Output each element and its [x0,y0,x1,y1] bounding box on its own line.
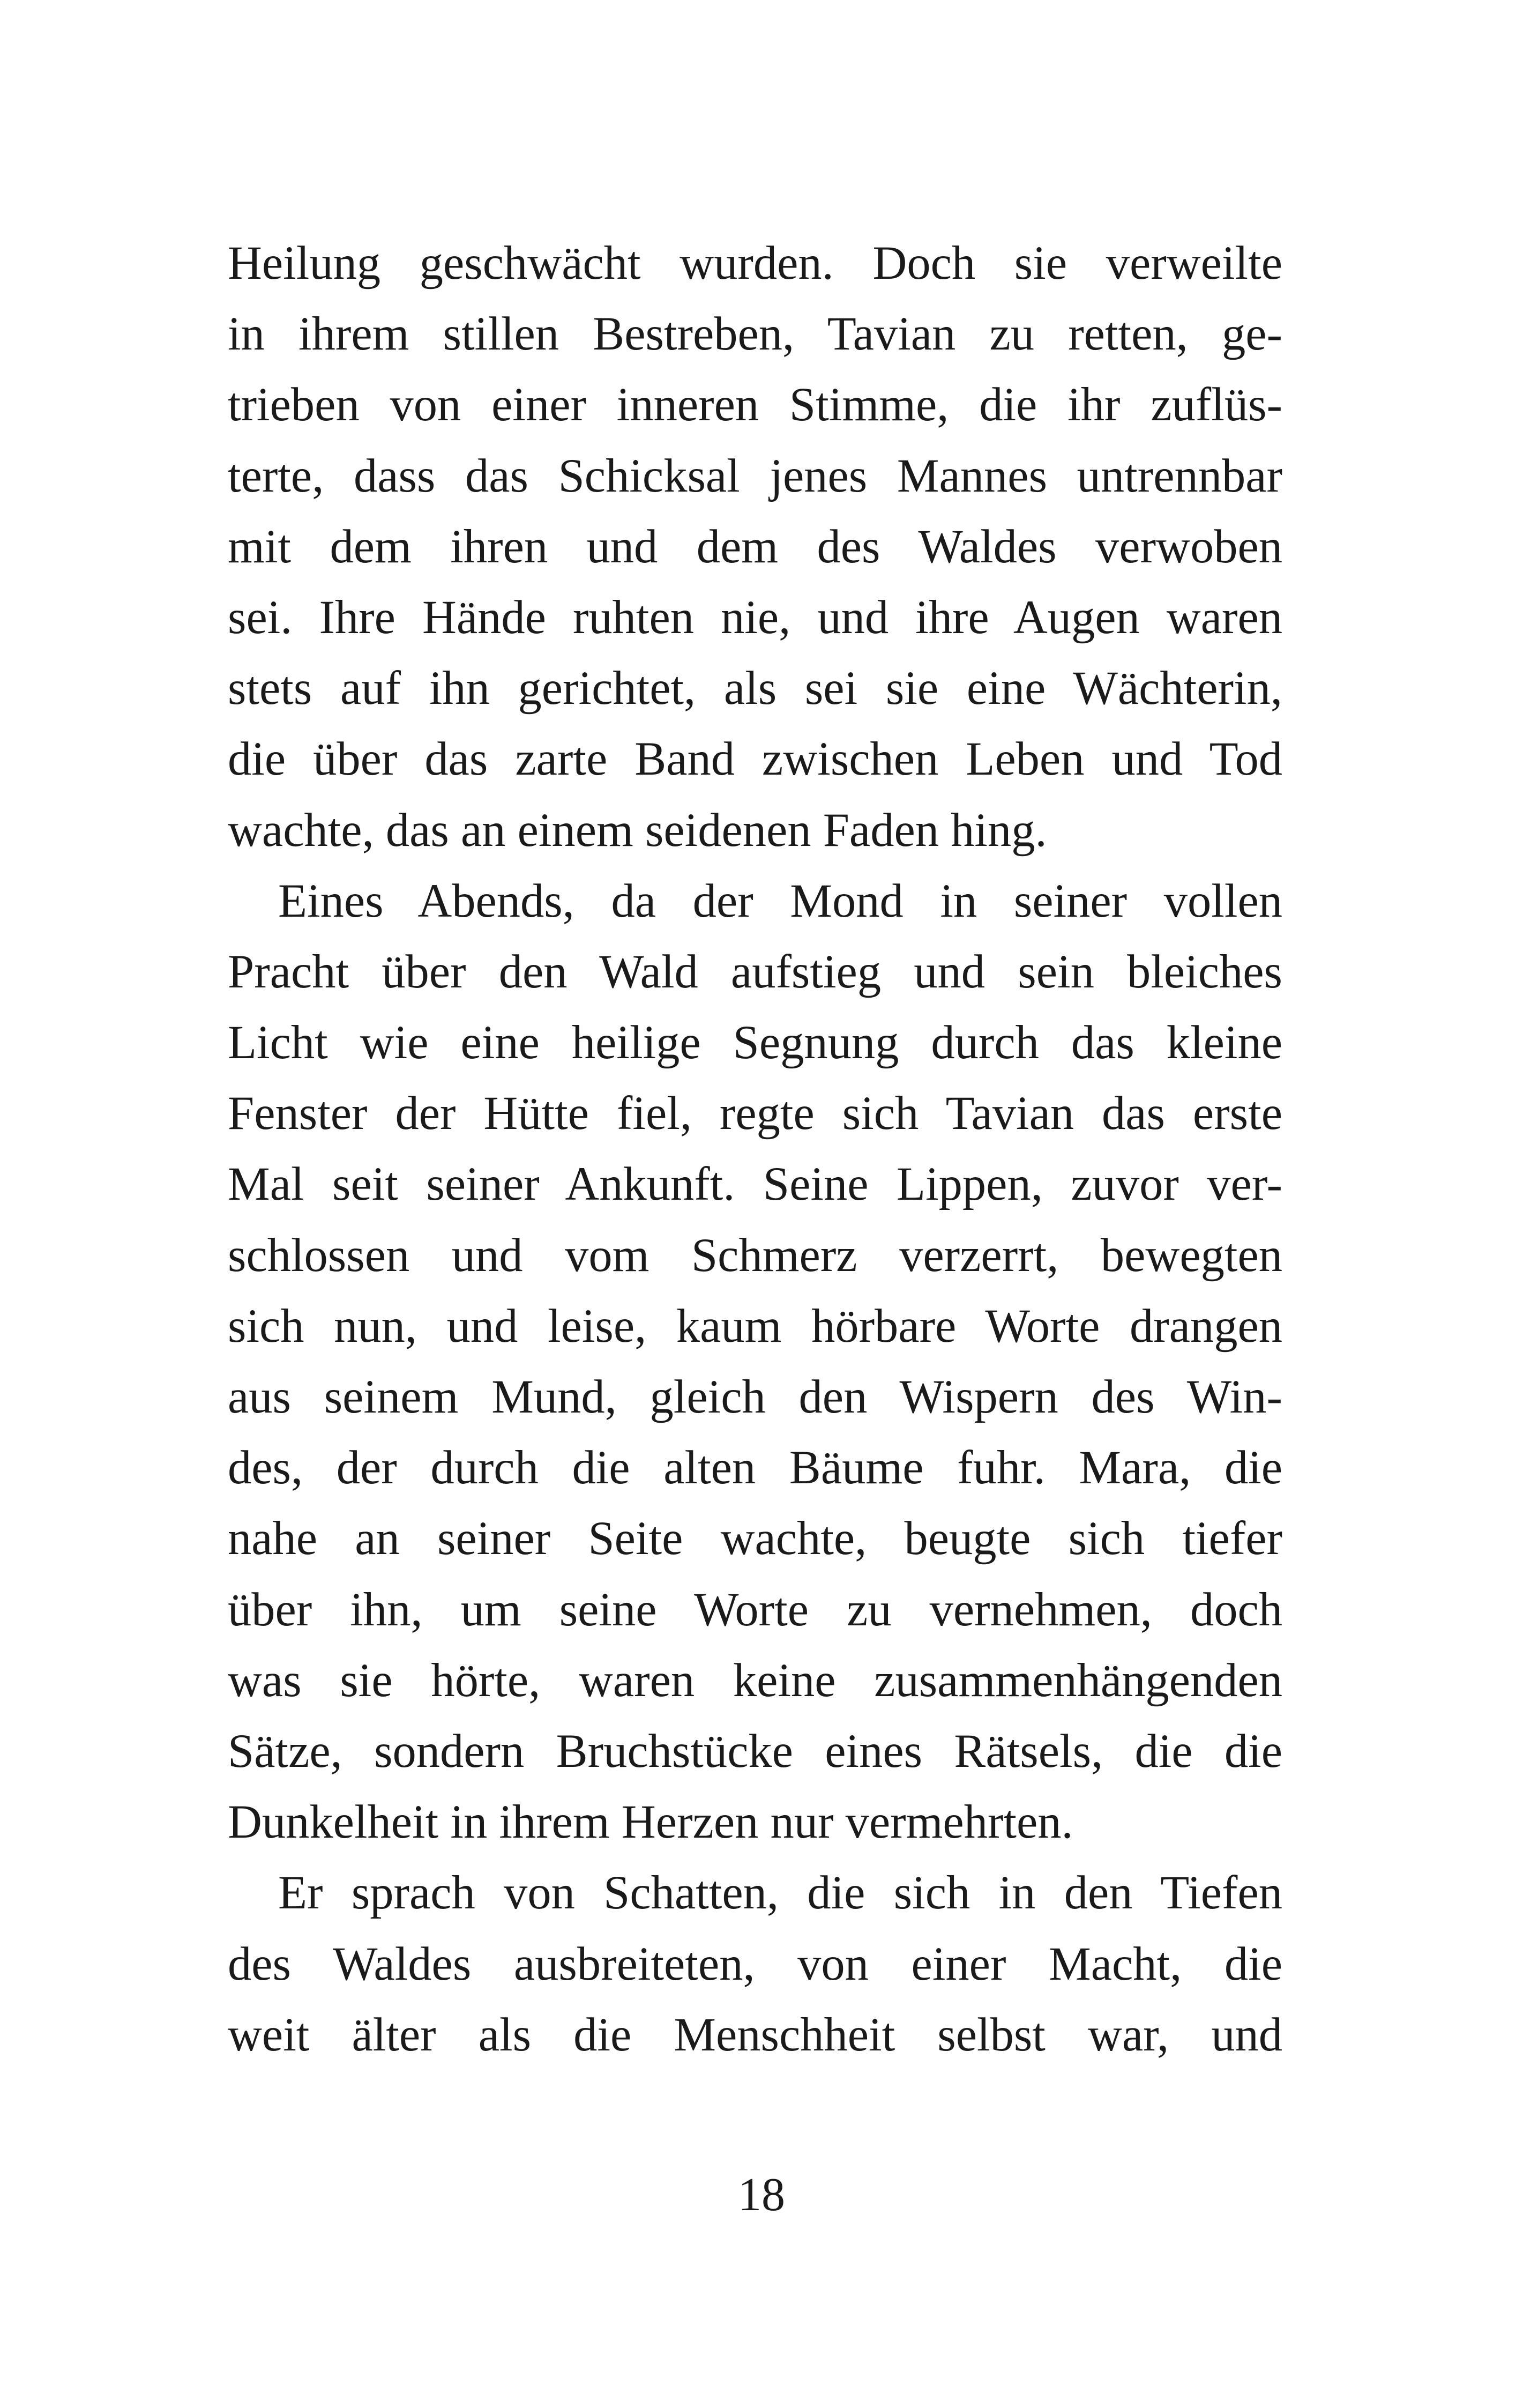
text-line: stets auf ihn gerichtet, als sei sie eine Wächterin, [228,662,1282,715]
text-line: mit dem ihren und dem des Waldes verwoben [228,520,1282,573]
text-line: in ihrem stillen Bestreben, Tavian zu retten, ge- [228,308,1282,361]
text-line: des Waldes ausbreiteten, von einer Macht, die [228,1937,1282,1990]
text-line: Dunkelheit in ihrem Herzen nur vermehrten. [228,1796,1073,1849]
text-line: Pracht über den Wald aufstieg und sein bleiches [228,945,1282,998]
text-line: Sätze, sondern Bruchstücke eines Rätsels, die die [228,1725,1282,1778]
text-line: Er sprach von Schatten, die sich in den Tiefen [278,1867,1282,1920]
text-line: Licht wie eine heilige Segnung durch das kleine [228,1016,1282,1069]
text-line: sei. Ihre Hände ruhten nie, und ihre Augen waren [228,591,1282,644]
body-text [228,228,1282,2070]
text-line: trieben von einer inneren Stimme, die ihr zuflüs- [228,378,1282,432]
text-line: schlossen und vom Schmerz verzerrt, bewegten [228,1229,1282,1282]
text-line: nahe an seiner Seite wachte, beugte sich tiefer [228,1512,1282,1565]
text-line: Fenster der Hütte fiel, regte sich Tavian das erste [228,1087,1282,1140]
text-line: die über das zarte Band zwischen Leben und Tod [228,733,1282,786]
text-line: was sie hörte, waren keine zusammenhängenden [228,1654,1282,1707]
text-line: sich nun, und leise, kaum hörbare Worte drangen [228,1299,1282,1352]
text-line: aus seinem Mund, gleich den Wispern des Win- [228,1371,1282,1423]
text-line: weit älter als die Menschheit selbst war, und [228,2008,1282,2061]
text-line: Heilung geschwächt wurden. Doch sie verweilte [228,237,1282,289]
text-line: über ihn, um seine Worte zu vernehmen, doch [228,1583,1282,1636]
page-number: 18 [738,2169,785,2221]
text-line: des, der durch die alten Bäume fuhr. Mara, die [228,1441,1282,1495]
text-line: Eines Abends, da der Mond in seiner vollen [278,874,1282,927]
text-line: terte, dass das Schicksal jenes Mannes untrennbar [228,449,1282,502]
text-line: wachte, das an einem seidenen Faden hing. [228,804,1047,857]
text-line: Mal seit seiner Ankunft. Seine Lippen, zuvor ver- [228,1158,1282,1211]
